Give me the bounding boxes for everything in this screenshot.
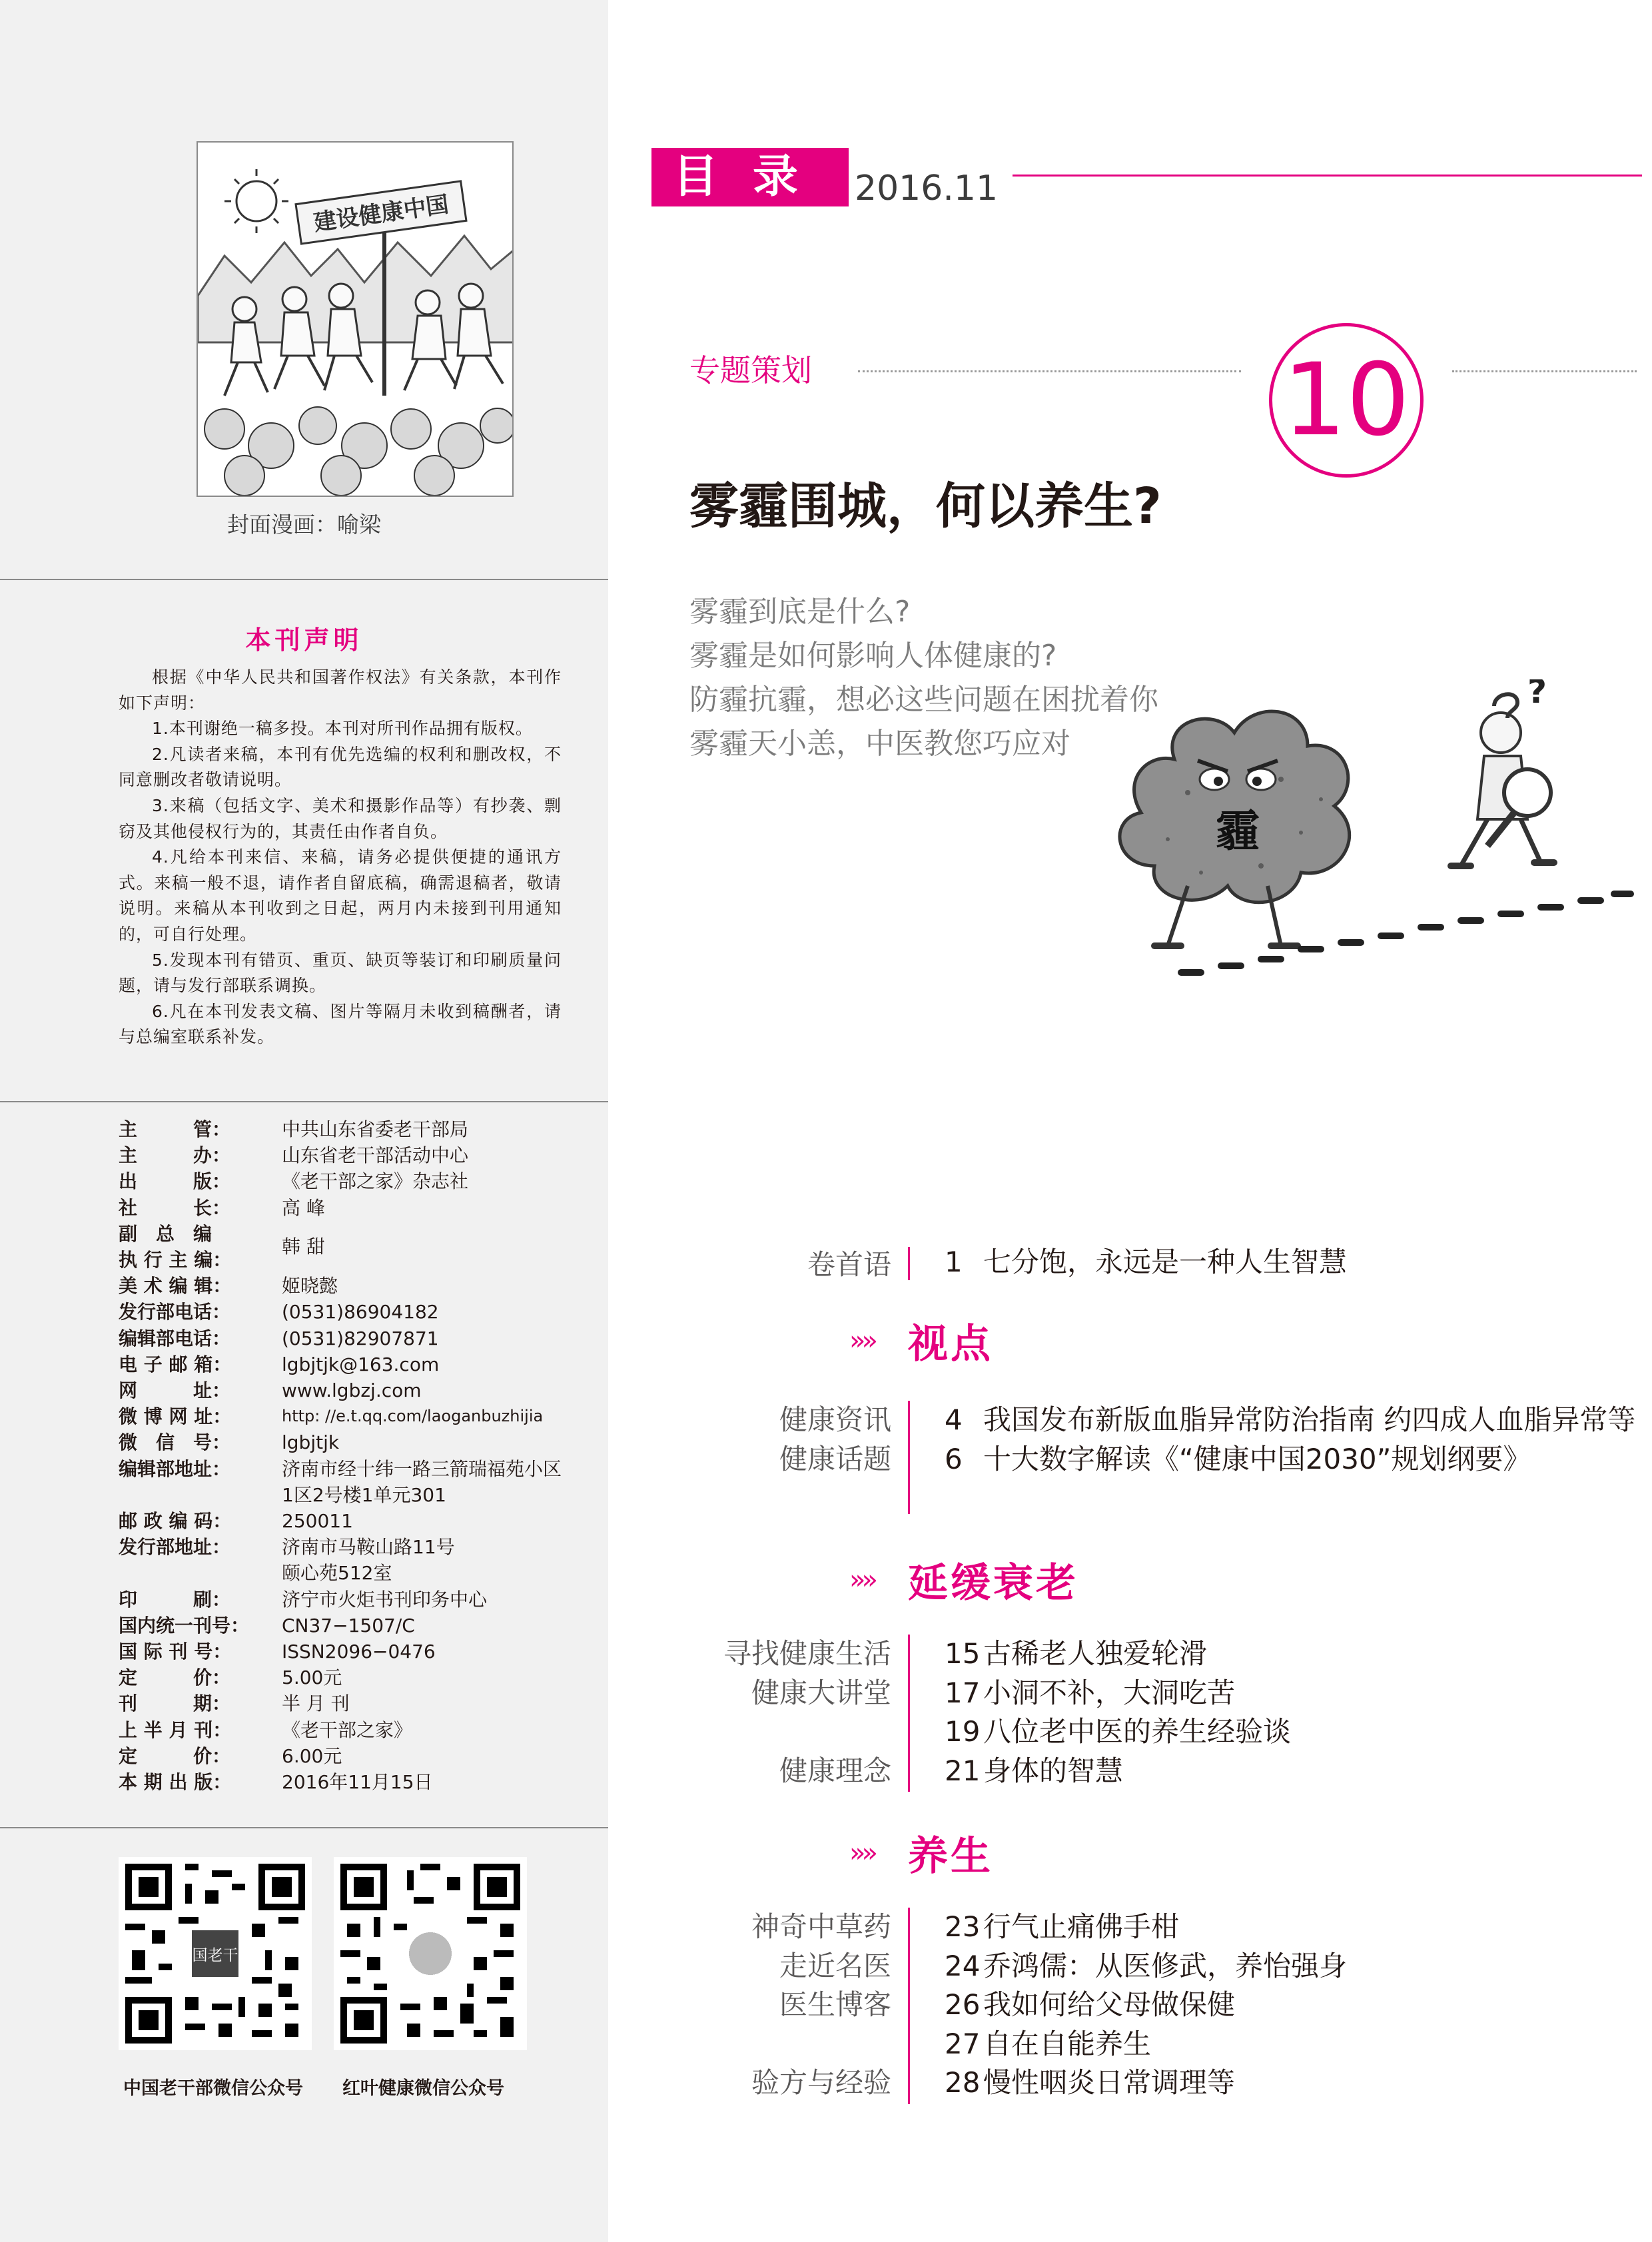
info-row <box>119 1587 598 1613</box>
toc-item[interactable] <box>945 1986 1347 2025</box>
toc-item[interactable] <box>945 2063 1347 2103</box>
category-bar <box>908 1247 910 1280</box>
declaration-paragraph: 5.发现本刊有错页、重页、缺页等装订和印刷质量问题，请与发行部联系调换。 <box>119 950 562 996</box>
dotted-leader <box>858 370 1241 372</box>
section-heading: 视点 <box>908 1321 993 1367</box>
feature-page-number[interactable]: 10 <box>1269 323 1424 478</box>
cover-cartoon-illustration <box>197 141 514 497</box>
divider <box>0 1101 608 1102</box>
info-label <box>119 1221 282 1273</box>
toc-item-page: 24 <box>945 1949 981 1982</box>
category-label: 健康理念 <box>779 1754 891 1787</box>
category-label: 健康资讯 <box>779 1403 891 1436</box>
info-row <box>119 1377 598 1403</box>
declaration-paragraph: 4.凡给本刊来信、来稿，请务必提供便捷的通讯方式。来稿一般不退，请作者自留底稿，确需退稿者，敬请说明。来稿从本刊收到之日起，两月内未接到刊用通知的，可自行处理。 <box>119 847 562 944</box>
info-label: 发行部地址： <box>119 1536 231 1559</box>
info-label: 国 际 刊 号： <box>119 1641 232 1663</box>
header-rule <box>1013 175 1642 177</box>
section-arrow-icon: »» <box>849 1565 874 1595</box>
info-label: 主 办： <box>119 1144 231 1167</box>
category-bar <box>908 1401 910 1514</box>
declaration-paragraph: 根据《中华人民共和国著作权法》有关条款，本刊作如下声明： <box>119 667 562 713</box>
info-row <box>119 1508 598 1534</box>
toc-item-list <box>945 1908 1347 2103</box>
info-value: 《老干部之家》 <box>282 1718 413 1741</box>
category-label: 卷首语 <box>807 1248 891 1281</box>
toc-item-title: 小洞不补，大洞吃苦 <box>983 1676 1236 1709</box>
toc-item-title: 十大数字解读《“健康中国2030”规划纲要》 <box>983 1442 1531 1475</box>
info-value-line: 颐心苑512室 <box>282 1562 392 1585</box>
info-label: 电 子 邮 箱： <box>119 1353 232 1375</box>
toc-item[interactable] <box>945 1401 1635 1440</box>
toc-item[interactable] <box>945 2025 1347 2064</box>
toc-item[interactable] <box>945 1440 1635 1479</box>
info-row <box>119 1717 598 1743</box>
toc-item-page: 27 <box>945 2027 981 2060</box>
info-label: 刊 期： <box>119 1692 231 1715</box>
teaser-line: 雾霾到底是什么? <box>689 595 911 629</box>
info-value: 2016年11月15日 <box>282 1771 433 1794</box>
info-value: 《老干部之家》杂志社 <box>282 1170 469 1193</box>
toc-item[interactable] <box>945 1243 1347 1282</box>
smog-cartoon-illustration <box>1061 679 1634 1012</box>
feature-section-label: 专题策划 <box>689 352 812 388</box>
toc-item-title: 自在自能养生 <box>983 2027 1152 2060</box>
qr-code-icon <box>334 1857 527 2050</box>
category-spacer <box>723 1712 891 1752</box>
info-row <box>119 1351 598 1377</box>
category-label: 健康话题 <box>779 1442 891 1475</box>
info-row <box>119 1690 598 1716</box>
info-row <box>119 1273 598 1299</box>
category-label: 验方与经验 <box>751 2066 891 2099</box>
smog-cartoon-drawing <box>1061 679 1634 1012</box>
info-value: 5.00元 <box>282 1667 342 1689</box>
toc-item-page: 21 <box>945 1754 981 1787</box>
toc-item-title: 乔鸿儒：从医修武，养怡强身 <box>983 1949 1348 1982</box>
info-value-line: 1区2号楼1单元301 <box>282 1483 446 1506</box>
info-value-line: 济南市马鞍山路11号 <box>282 1536 455 1559</box>
info-row <box>119 1743 598 1769</box>
info-row <box>119 1142 598 1168</box>
info-row <box>119 1221 598 1273</box>
info-label-line: 执 行 主 编： <box>119 1249 232 1272</box>
declaration-paragraph: 6.凡在本刊发表文稿、图片等隔月未收到稿酬者，请与总编室联系补发。 <box>119 1001 562 1047</box>
toc-item-list <box>945 1243 1347 1282</box>
info-value: 济宁市火炬书刊印务中心 <box>282 1588 488 1611</box>
dotted-leader <box>1452 370 1637 372</box>
category-bar <box>908 1635 910 1792</box>
info-label: 编辑部地址： <box>119 1457 231 1480</box>
info-label: 国内统一刊号： <box>119 1614 250 1637</box>
info-label: 微 博 网 址： <box>119 1405 232 1428</box>
info-row <box>119 1613 598 1639</box>
info-row <box>119 1116 598 1142</box>
category-list <box>779 1401 891 1479</box>
toc-item-page: 1 <box>945 1246 963 1278</box>
teaser-line: 雾霾是如何影响人体健康的? <box>689 639 1057 673</box>
toc-item[interactable] <box>945 1712 1291 1752</box>
info-value: 高 峰 <box>282 1196 325 1219</box>
toc-item[interactable] <box>945 1752 1291 1791</box>
info-value: 姬晓懿 <box>282 1275 338 1298</box>
info-value: lgbjtjk@163.com <box>282 1353 440 1375</box>
toc-item[interactable] <box>945 1947 1347 1986</box>
section-arrow-icon: »» <box>849 1838 874 1868</box>
qr-code-icon <box>119 1857 312 2050</box>
info-value: 250011 <box>282 1510 353 1533</box>
toc-item-title: 行气止痛佛手柑 <box>983 1910 1180 1943</box>
qr-caption: 中国老干部微信公众号 <box>123 2078 303 2099</box>
category-label: 健康大讲堂 <box>751 1676 891 1709</box>
toc-item-title: 七分饱，永远是一种人生智慧 <box>983 1246 1348 1278</box>
qr-code-laoganbu[interactable] <box>119 1857 312 2050</box>
feature-title[interactable]: 雾霾围城，何以养生? <box>689 478 1162 535</box>
section-heading: 延缓衰老 <box>908 1560 1078 1607</box>
info-row <box>119 1429 598 1455</box>
toc-item-page: 19 <box>945 1715 981 1748</box>
toc-item-title: 我国发布新版血脂异常防治指南 约四成人血脂异常等 <box>983 1403 1636 1436</box>
toc-item[interactable] <box>945 1635 1291 1674</box>
info-value: (0531)82907871 <box>282 1327 439 1349</box>
info-value-line: 济南市经十纬一路三箭瑞福苑小区 <box>282 1457 562 1480</box>
info-value: lgbjtjk <box>282 1431 340 1454</box>
info-row <box>119 1299 598 1325</box>
category-bar <box>908 1908 910 2104</box>
toc-item-page: 6 <box>945 1442 963 1475</box>
qr-code-hongye[interactable] <box>334 1857 527 2050</box>
info-label: 本 期 出 版： <box>119 1771 232 1794</box>
info-label: 美 术 编 辑： <box>119 1275 232 1298</box>
category-label: 医生博客 <box>779 1988 891 2022</box>
teaser-line: 防霾抗霾，想必这些问题在困扰着你 <box>689 683 1158 717</box>
category-list <box>723 1635 891 1790</box>
toc-item[interactable] <box>945 1674 1291 1713</box>
divider <box>0 1827 608 1828</box>
info-row <box>119 1195 598 1221</box>
toc-item-title: 我如何给父母做保健 <box>983 1988 1236 2022</box>
info-row <box>119 1456 598 1508</box>
toc-item-page: 23 <box>945 1910 981 1943</box>
cover-sign-text: 建设健康中国 <box>312 190 451 236</box>
info-label: 网 址： <box>119 1379 231 1402</box>
info-label-line: 副 总 编 <box>119 1222 212 1245</box>
info-row <box>119 1325 598 1351</box>
qr-center-label: 中国老干部 <box>177 1947 254 1964</box>
info-value: (0531)86904182 <box>282 1301 439 1323</box>
info-value: 中共山东省委老干部局 <box>282 1118 469 1140</box>
cover-cartoon-drawing <box>198 143 514 497</box>
info-value: www.lgbzj.com <box>282 1379 422 1402</box>
divider <box>0 579 608 580</box>
info-value: CN37−1507/C <box>282 1614 415 1637</box>
info-row <box>119 1403 598 1429</box>
toc-item-title: 古稀老人独爱轮滑 <box>983 1637 1208 1670</box>
declaration-paragraph: 3.来稿（包括文字、美术和摄影作品等）有抄袭、剽窃及其他侵权行为的，其责任由作者自负。 <box>119 795 562 841</box>
category-label: 神奇中草药 <box>751 1910 891 1943</box>
question-mark-icon: ? <box>1527 679 1547 711</box>
qr-caption: 红叶健康微信公众号 <box>342 2078 504 2099</box>
info-label: 主 管： <box>119 1118 231 1140</box>
declaration-paragraph: 2.凡读者来稿，本刊有优先选编的权利和删改权，不同意删改者敬请说明。 <box>119 744 562 790</box>
info-row <box>119 1769 598 1795</box>
toc-item[interactable] <box>945 1908 1347 1947</box>
info-label: 发行部电话： <box>119 1301 231 1323</box>
issue-date: 2016.11 <box>855 169 999 208</box>
info-label: 定 价： <box>119 1744 231 1767</box>
declaration-body <box>119 665 562 1050</box>
category-spacer <box>751 2025 891 2064</box>
info-label: 定 价： <box>119 1667 231 1689</box>
info-value: 韩 甜 <box>282 1236 325 1258</box>
toc-item-page: 26 <box>945 1988 981 2022</box>
section-heading: 养生 <box>908 1833 993 1880</box>
info-value: http: //e.t.qq.com/laoganbuzhijia <box>282 1407 544 1426</box>
toc-item-title: 八位老中医的养生经验谈 <box>983 1715 1292 1748</box>
info-row <box>119 1168 598 1194</box>
toc-badge: 目录 <box>651 148 849 206</box>
info-row <box>119 1665 598 1690</box>
category-list <box>751 1908 891 2103</box>
category-label: 走近名医 <box>779 1949 891 1982</box>
info-value: 半 月 刊 <box>282 1692 350 1715</box>
info-label: 编辑部电话： <box>119 1327 231 1349</box>
info-label: 出 版： <box>119 1170 231 1193</box>
toc-item-title: 身体的智慧 <box>983 1754 1124 1787</box>
info-value <box>282 1534 598 1586</box>
toc-item-list <box>945 1635 1291 1790</box>
section-arrow-icon: »» <box>849 1325 874 1356</box>
masthead-info-table <box>119 1116 598 1795</box>
info-label: 微 信 号： <box>119 1431 231 1454</box>
info-value: 山东省老干部活动中心 <box>282 1144 469 1167</box>
declaration-title: 本刊声明 <box>245 625 363 655</box>
info-value: 6.00元 <box>282 1744 342 1767</box>
category-label: 寻找健康生活 <box>723 1637 891 1670</box>
sidebar <box>0 0 608 2242</box>
toc-item-page: 4 <box>945 1403 963 1436</box>
cover-caption: 封面漫画：喻梁 <box>227 512 381 538</box>
info-row <box>119 1534 598 1586</box>
toc-item-title: 慢性咽炎日常调理等 <box>983 2066 1236 2099</box>
smog-glyph: 霾 <box>1216 805 1260 857</box>
info-label: 上 半 月 刊： <box>119 1718 232 1741</box>
teaser-line: 雾霾天小恙，中医教您巧应对 <box>689 727 1070 761</box>
table-of-contents <box>608 0 1652 2242</box>
info-value <box>282 1456 598 1508</box>
toc-item-page: 17 <box>945 1676 981 1709</box>
info-label: 邮 政 编 码： <box>119 1510 232 1533</box>
toc-item-page: 28 <box>945 2066 981 2099</box>
info-label: 社 长： <box>119 1196 231 1219</box>
info-value: ISSN2096−0476 <box>282 1641 436 1663</box>
info-row <box>119 1639 598 1665</box>
declaration-paragraph: 1.本刊谢绝一稿多投。本刊对所刊作品拥有版权。 <box>152 719 533 739</box>
info-label: 印 刷： <box>119 1588 231 1611</box>
toc-item-page: 15 <box>945 1637 981 1670</box>
toc-item-list <box>945 1401 1635 1479</box>
